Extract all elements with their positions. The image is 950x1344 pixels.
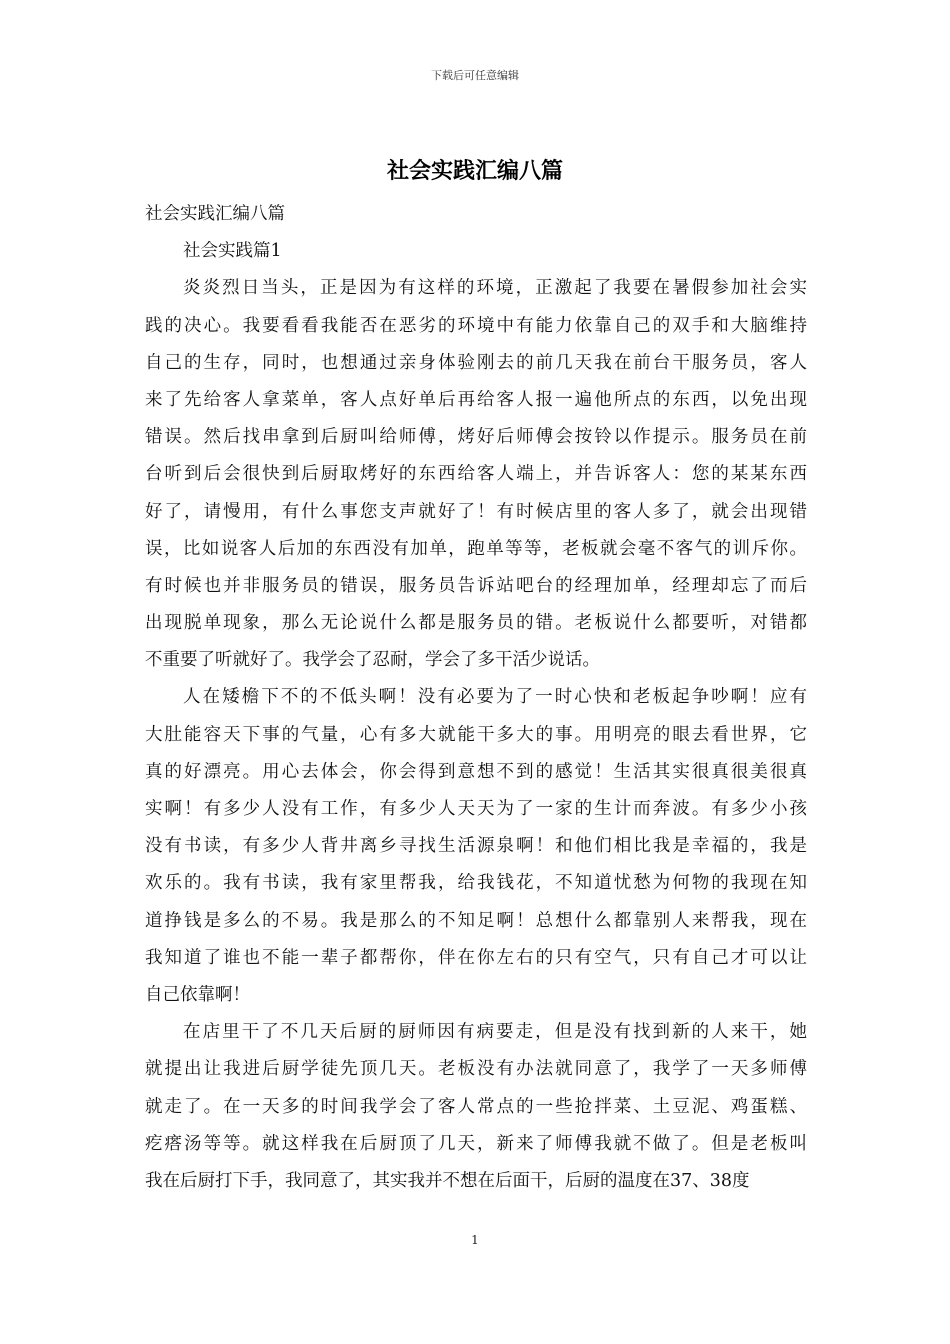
paragraph-1-line: 来了先给客人拿菜单，客人点好单后再给客人报一遍他所点的东西，以免出现 [145, 389, 807, 410]
paragraph-3-line: 在店里干了不几天后厨的厨师因有病要走，但是没有找到新的人来干，她 [183, 1022, 807, 1043]
paragraph-2-line: 欢乐的。我有书读，我有家里帮我，给我钱花，不知道忧愁为何物的我现在知 [145, 873, 807, 894]
paragraph-1-line: 出现脱单现象，那么无论说什么都是服务员的错。老板说什么都要听，对错都 [145, 613, 807, 634]
paragraph-3-line: 就提出让我进后厨学徒先顶几天。老板没有办法就同意了，我学了一天多师傅 [145, 1059, 807, 1080]
paragraph-1-line: 好了，请慢用，有什么事您支声就好了！有时候店里的客人多了，就会出现错 [145, 501, 807, 522]
paragraph-1-line: 台听到后会很快到后厨取烤好的东西给客人端上，并告诉客人：您的某某东西 [145, 464, 807, 485]
paragraph-list [145, 270, 807, 1200]
paragraph-2-line: 自己依靠啊！ [145, 984, 250, 1005]
paragraph-1-line: 自己的生存，同时，也想通过亲身体验刚去的前几天我在前台干服务员，客人 [145, 352, 807, 373]
paragraph-2-line: 实啊！有多少人没有工作，有多少人天天为了一家的生计而奔波。有多少小孩 [145, 799, 807, 819]
paragraph-2-line: 我知道了谁也不能一辈子都帮你，伴在你左右的只有空气，只有自己才可以让 [145, 947, 807, 968]
paragraph-3-line: 我在后厨打下手，我同意了，其实我并不想在后面干，后厨的温度在37、38度 [145, 1170, 750, 1191]
paragraph-2-line: 没有书读，有多少人背井离乡寻找生活源泉啊！和他们相比我是幸福的，我是 [145, 836, 807, 857]
paragraph-1-line: 错误。然后找串拿到后厨叫给师傅，烤好后师傅会按铃以作提示。服务员在前 [145, 427, 807, 448]
document-body [145, 196, 807, 1200]
page-header-note: 下载后可任意编辑 [431, 69, 519, 82]
section-heading: 社会实践篇1 [183, 241, 282, 262]
paragraph-1-line: 炎炎烈日当头，正是因为有这样的环境，正激起了我要在暑假参加社会实 [183, 278, 807, 299]
paragraph-2-line: 道挣钱是多么的不易。我是那么的不知足啊！总想什么都靠别人来帮我，现在 [145, 910, 807, 931]
paragraph-1-line: 践的决心。我要看看我能否在恶劣的环境中有能力依靠自己的双手和大脑维持 [145, 315, 807, 336]
paragraph-2-line: 人在矮檐下不的不低头啊！没有必要为了一时心快和老板起争吵啊！应有 [183, 687, 807, 708]
page-number: 1 [471, 1233, 479, 1247]
paragraph-3-line: 就走了。在一天多的时间我学会了客人常点的一些抢拌菜、土豆泥、鸡蛋糕、 [145, 1096, 807, 1117]
paragraph-2-line: 真的好漂亮。用心去体会，你会得到意想不到的感觉！生活其实很真很美很真 [145, 761, 807, 782]
paragraph-2-line: 大肚能容天下事的气量，心有多大就能干多大的事。用明亮的眼去看世界，它 [145, 724, 807, 745]
document-subtitle: 社会实践汇编八篇 [145, 204, 285, 224]
paragraph-1-line: 有时候也并非服务员的错误，服务员告诉站吧台的经理加单，经理却忘了而后 [145, 575, 807, 596]
paragraph-1-line: 不重要了听就好了。我学会了忍耐，学会了多干活少说话。 [145, 650, 600, 671]
paragraph-1-line: 误，比如说客人后加的东西没有加单，跑单等等，老板就会毫不客气的训斥你。 [145, 538, 807, 559]
paragraph-3-line: 疙瘩汤等等。就这样我在后厨顶了几天，新来了师傅我就不做了。但是老板叫 [145, 1133, 807, 1154]
document-title: 社会实践汇编八篇 [386, 158, 563, 184]
